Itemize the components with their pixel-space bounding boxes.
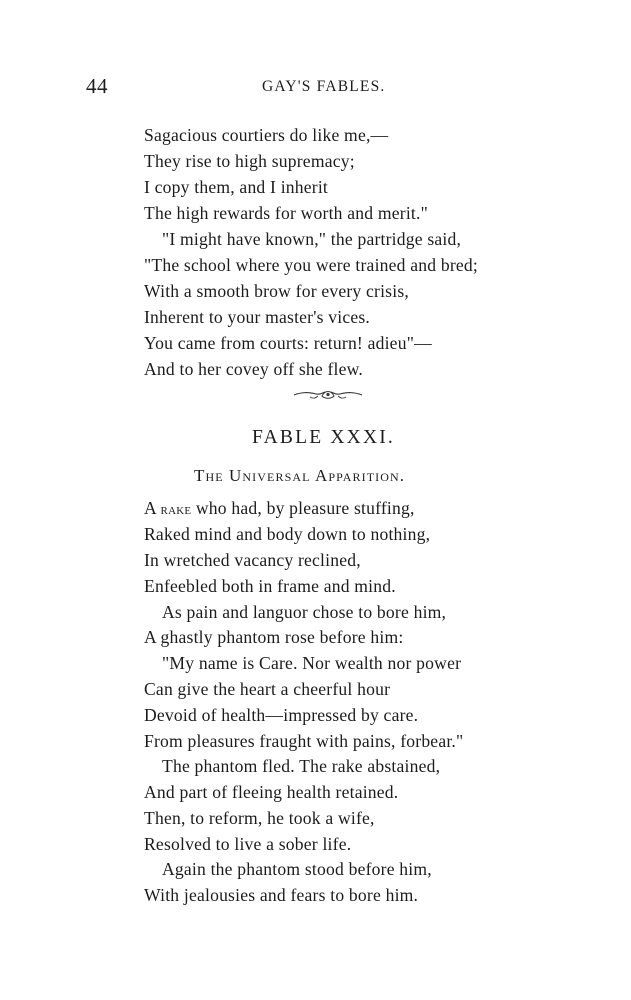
- verse-line: Sagacious courtiers do like me,—: [144, 125, 389, 145]
- page-number: 44: [86, 74, 108, 98]
- verse-line: "I might have known," the partridge said,: [162, 229, 462, 249]
- verse-line: As pain and languor chose to bore him,: [162, 602, 447, 622]
- verse-line: I copy them, and I inherit: [144, 177, 329, 197]
- first-word: A: [144, 498, 156, 518]
- verse-line: In wretched vacancy reclined,: [144, 550, 361, 570]
- running-title: GAY'S FABLES.: [262, 78, 386, 95]
- verse-line: Again the phantom stood before him,: [162, 859, 432, 879]
- verse-line: Resolved to live a sober life.: [144, 834, 352, 854]
- verse-line: They rise to high supremacy;: [144, 151, 355, 171]
- verse-line: "My name is Care. Nor wealth nor power: [162, 653, 462, 673]
- small-caps-word: rake: [160, 501, 192, 518]
- verse-line: Devoid of health—impressed by care.: [144, 705, 419, 725]
- verse-line: Can give the heart a cheerful hour: [144, 679, 391, 699]
- fable-title: FABLE XXXI.: [252, 427, 395, 448]
- verse-line: Inherent to your master's vices.: [144, 307, 371, 327]
- verse-line-first: [144, 498, 415, 519]
- first-line-rest: who had, by pleasure stuffing,: [191, 498, 415, 518]
- verse-line: Enfeebled both in frame and mind.: [144, 576, 396, 596]
- verse-line: With a smooth brow for every crisis,: [144, 281, 409, 301]
- ornamental-divider-icon: [292, 386, 364, 402]
- fable-subtitle: The Universal Apparition.: [194, 466, 406, 485]
- verse-line: Then, to reform, he took a wife,: [144, 808, 375, 828]
- verse-line: And to her covey off she flew.: [144, 359, 364, 379]
- verse-line: "The school where you were trained and bred;: [144, 255, 479, 275]
- verse-line: The phantom fled. The rake abstained,: [162, 756, 441, 776]
- verse-line: With jealousies and fears to bore him.: [144, 885, 419, 905]
- verse-line: You came from courts: return! adieu"—: [144, 333, 432, 353]
- verse-line: The high rewards for worth and merit.": [144, 203, 428, 223]
- verse-line: And part of fleeing health retained.: [144, 782, 399, 802]
- verse-line: Raked mind and body down to nothing,: [144, 524, 431, 544]
- verse-line: A ghastly phantom rose before him:: [144, 627, 404, 647]
- verse-line: From pleasures fraught with pains, forbear.": [144, 731, 464, 751]
